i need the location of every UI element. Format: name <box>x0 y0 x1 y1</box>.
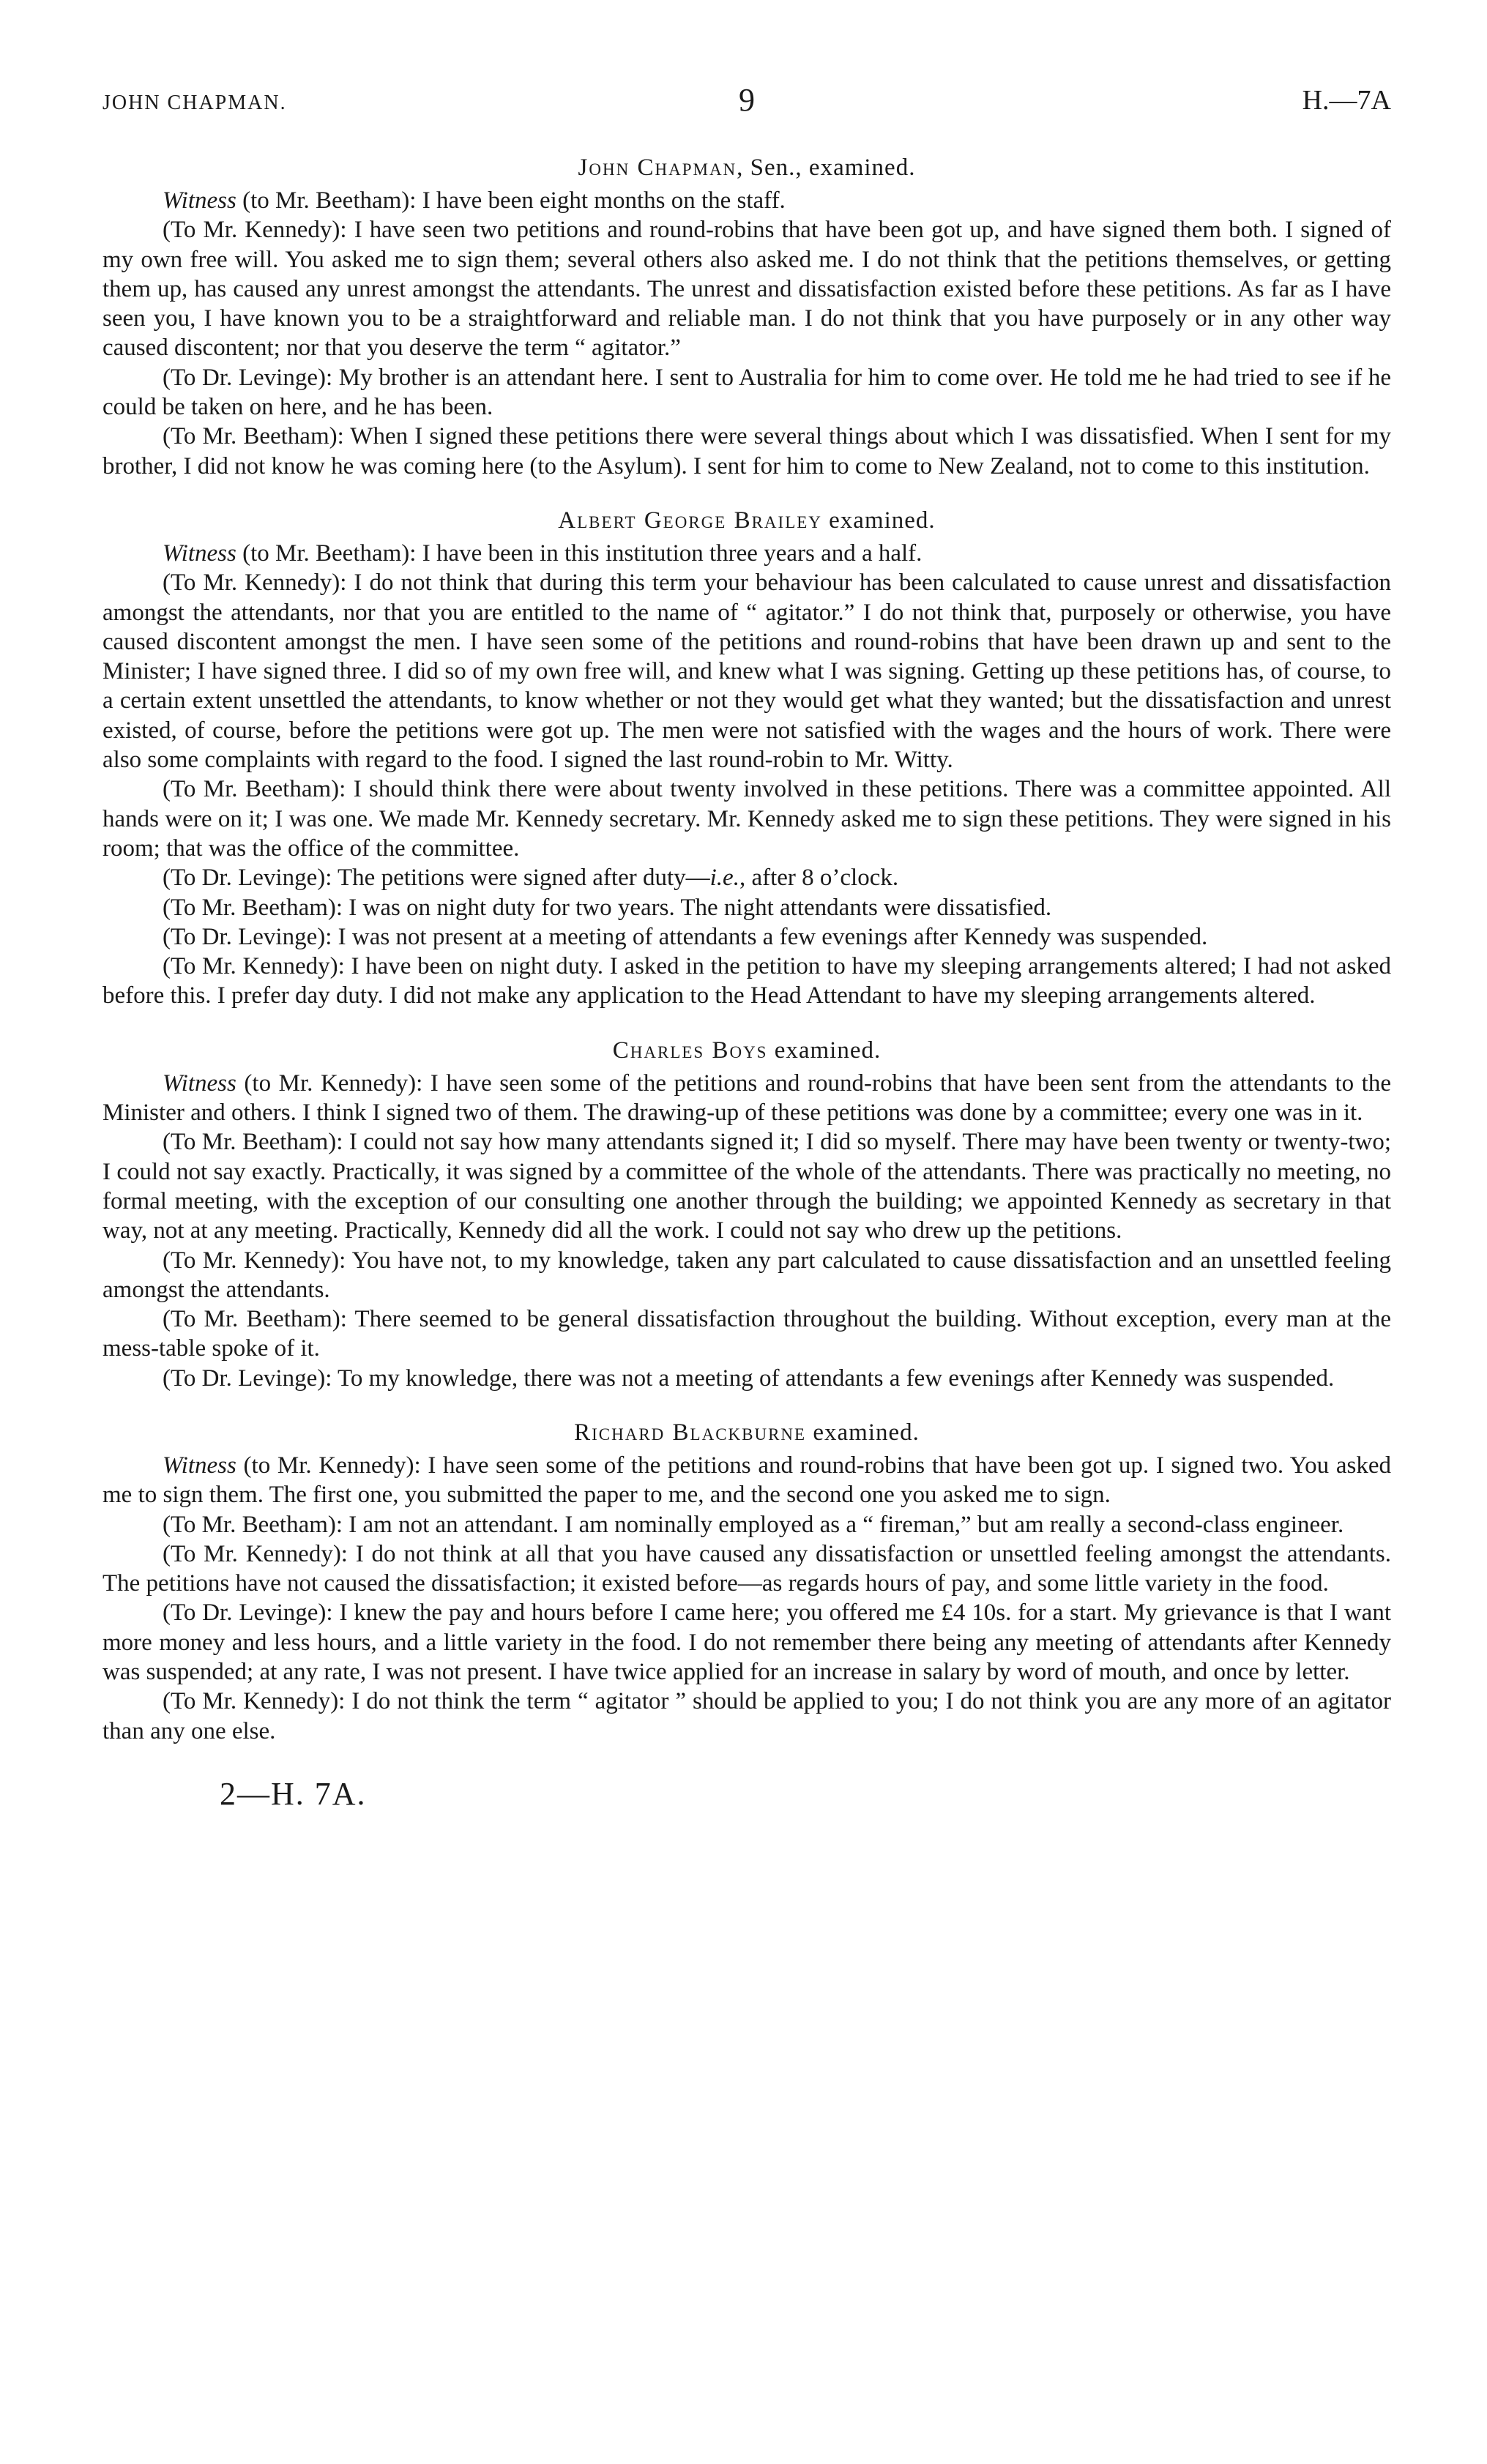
testimony-paragraph <box>103 1069 1391 1128</box>
testimony-paragraph <box>103 186 1391 215</box>
testimony-paragraph <box>103 952 1391 1011</box>
testimony-paragraph <box>103 568 1391 774</box>
witness-lead: Witness <box>163 187 236 214</box>
paragraph-text: (To Mr. Beetham): I was on night duty for two years. The night attendants were dissatisfied. <box>163 894 1052 921</box>
testimony-paragraph <box>103 539 1391 568</box>
paragraph-text: (To Mr. Kennedy): I do not think the term “ agitator ” should be applied to you; I do not think you are any more of an agitator than any one else. <box>103 1688 1391 1744</box>
document-page <box>103 77 1391 1812</box>
running-head <box>103 77 1391 128</box>
running-head-left: JOHN CHAPMAN. <box>103 92 287 114</box>
witness-heading <box>103 1419 1391 1446</box>
testimony-paragraph <box>103 893 1391 922</box>
paragraph-text: (To Mr. Beetham): There seemed to be general dissatisfaction throughout the building. Without exception, every man at the mess-table spoke of it. <box>103 1306 1391 1362</box>
witness-name: John Chapman <box>578 154 737 181</box>
witness-name: Albert George Brailey <box>558 507 822 534</box>
testimony-paragraph <box>103 1127 1391 1245</box>
paragraph-tail: , after 8 o’clock. <box>739 865 899 892</box>
witness-name: Charles Boys <box>612 1037 768 1064</box>
witness-lead: Witness <box>163 540 236 567</box>
paragraph-text: (To Mr. Beetham): I am not an attendant. I am nominally employed as a “ fireman,” but am really a second-class engineer. <box>163 1511 1344 1538</box>
testimony-paragraph <box>103 422 1391 481</box>
paragraph-text: (To Mr. Beetham): I could not say how many attendants signed it; I did so myself. There may have been twenty or twenty-two; I could not say exactly. Practically, it was signed by a committee of the whole of the attendants. There was practically no meeting, no formal meeting, with the exception of our consulting one another through the building; we appointed Kennedy as secretary in that way, not at any meeting. Practically, Kennedy did all the work. I could not say who drew up the petitions. <box>103 1129 1391 1244</box>
heading-suffix: , Sen., examined. <box>737 154 916 181</box>
witness-lead: Witness <box>163 1452 236 1479</box>
paragraph-text: (To Mr. Kennedy): I have been on night duty. I asked in the petition to have my sleeping arrangements altered; I had not asked before this. I prefer day duty. I did not make any application to the Head Attendant to have my sleeping arrangements altered. <box>103 953 1391 1009</box>
testimony-paragraph <box>103 1539 1391 1599</box>
paragraph-text: (To Dr. Levinge): The petitions were signed after duty— <box>163 865 710 892</box>
witness-heading <box>103 154 1391 182</box>
paragraph-text: (to Mr. Beetham): I have been eight months on the staff. <box>236 187 786 214</box>
paragraph-text: (To Mr. Kennedy): I have seen two petitions and round-robins that have been got up, and have signed them both. I signed of my own free will. You asked me to sign them; several others also asked me. I do not think that the petitions themselves, or getting them up, has caused any unrest amongst the attendants. The unrest and dissatisfaction existed before these petitions. As far as I have seen you, I have known you to be a straightforward and reliable man. I do not think that you have purposely or in any other way caused discontent; nor that you deserve the term “ agitator.” <box>103 217 1391 362</box>
signature-mark: 2—H. 7A. <box>220 1775 367 1812</box>
emphasis-text: i.e. <box>709 865 739 892</box>
testimony-paragraph <box>103 774 1391 863</box>
paragraph-text: (To Mr. Kennedy): I do not think that during this term your behaviour has been calculated to cause unrest and dissatisfaction amongst the attendants, nor that you are entitled to the name of “ agitator.” I do not think that, purposely or otherwise, you have caused discontent amongst the men. I have seen some of the petitions and round-robins that have been drawn up and sent to the Minister; I have signed three. I did so of my own free will, and knew what I was signing. Getting up these petitions has, of course, to a certain extent unsettled the attendants, to know whether or not they would get what they wanted; but the dissatisfaction and unrest existed, of course, before the petitions were got up. The men were not satisfied with the wages and the hours of work. There were also some complaints with regard to the food. I signed the last round-robin to Mr. Witty. <box>103 570 1391 774</box>
heading-suffix: examined. <box>821 507 936 534</box>
testimony-paragraph <box>103 922 1391 952</box>
heading-suffix: examined. <box>767 1037 882 1064</box>
witness-heading <box>103 1037 1391 1064</box>
paragraph-text: (To Dr. Levinge): My brother is an attendant here. I sent to Australia for him to come over. He told me he had tried to see if he could be taken on here, and he has been. <box>103 364 1391 421</box>
testimony-sections <box>103 154 1391 1746</box>
paragraph-text: (To Mr. Beetham): I should think there were about twenty involved in these petitions. There was a committee appointed. All hands were on it; I was one. We made Mr. Kennedy secretary. Mr. Kennedy asked me to sign these petitions. They were signed in his room; that was the office of the committee. <box>103 776 1391 862</box>
paragraph-text: (to Mr. Kennedy): I have seen some of the petitions and round-robins that have been got up. I signed two. You asked me to sign them. The first one, you submitted the paper to me, and the second one you asked me to sign. <box>103 1452 1391 1509</box>
testimony-paragraph <box>103 1451 1391 1510</box>
paragraph-text: (To Mr. Beetham): When I signed these petitions there were several things about which I was dissatisfied. When I sent for my brother, I did not know he was coming here (to the Asylum). I sent for him to come to New Zealand, not to come to this institution. <box>103 423 1391 479</box>
paragraph-text: (To Dr. Levinge): To my knowledge, there was not a meeting of attendants a few evenings after Kennedy was suspended. <box>163 1364 1335 1392</box>
witness-lead: Witness <box>163 1069 236 1097</box>
page-number: 9 <box>739 82 755 118</box>
paragraph-text: (To Dr. Levinge): I knew the pay and hours before I came here; you offered me £4 10s. for a start. My grievance is that I want more money and less hours, and a little variety in the food. I do not remember there being any meeting of attendants after Kennedy was suspended; at any rate, I was not present. I have twice applied for an increase in salary by word of mouth, and once by letter. <box>103 1599 1391 1686</box>
testimony-paragraph <box>103 1510 1391 1539</box>
document-reference: H.—7A <box>1302 85 1391 116</box>
witness-name: Richard Blackburne <box>574 1419 807 1446</box>
paragraph-text: (To Mr. Kennedy): You have not, to my knowledge, taken any part calculated to cause dissatisfaction and an unsettled feeling amongst the attendants. <box>103 1247 1391 1303</box>
testimony-paragraph <box>103 1304 1391 1364</box>
witness-heading <box>103 507 1391 534</box>
testimony-paragraph <box>103 215 1391 362</box>
testimony-paragraph <box>103 1246 1391 1305</box>
paragraph-text: (to Mr. Beetham): I have been in this institution three years and a half. <box>236 540 923 567</box>
paragraph-text: (to Mr. Kennedy): I have seen some of the petitions and round-robins that have been sent from the attendants to the Minister and others. I think I signed two of them. The drawing-up of these petitions was done by a committee; every one was in it. <box>103 1069 1391 1127</box>
heading-suffix: examined. <box>806 1419 920 1446</box>
testimony-paragraph <box>103 863 1391 892</box>
testimony-paragraph <box>103 1687 1391 1746</box>
paragraph-text: (To Dr. Levinge): I was not present at a meeting of attendants a few evenings after Kennedy was suspended. <box>163 923 1208 950</box>
paragraph-text: (To Mr. Kennedy): I do not think at all that you have caused any dissatisfaction or unsettled feeling amongst the attendants. The petitions have not caused the dissatisfaction; it existed before—as regards hours of pay, and some little variety in the food. <box>103 1540 1391 1597</box>
testimony-paragraph <box>103 1598 1391 1687</box>
testimony-paragraph <box>103 363 1391 422</box>
testimony-paragraph <box>103 1364 1391 1393</box>
